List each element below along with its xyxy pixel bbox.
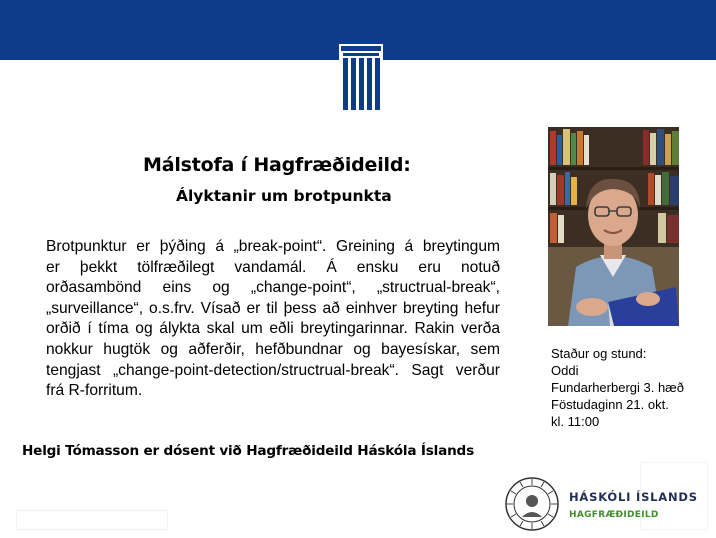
abstract-line: tengjast „change-point-detection/structrual-break“. Sagt verður xyxy=(46,361,500,379)
time-and-place xyxy=(551,345,684,430)
info-date: Föstudaginn 21. okt. xyxy=(551,397,669,412)
faculty-name: HAGFRÆÐIDEILD xyxy=(569,510,659,520)
abstract-text xyxy=(46,237,500,402)
abstract-line: Brotpunktur er þýðing á „break-point“. Greining á breytingum xyxy=(46,238,500,255)
info-place: Oddi xyxy=(551,363,579,378)
page-subtitle: Ályktanir um brotpunkta xyxy=(176,187,392,205)
university-columns-logo-icon xyxy=(339,44,383,112)
speaker-photo xyxy=(548,127,679,326)
info-room: Fundarherbergi 3. hæð xyxy=(551,380,684,395)
info-time: kl. 11:00 xyxy=(551,414,600,429)
abstract-line: frá R-forritum. xyxy=(46,382,143,400)
university-name: HÁSKÓLI ÍSLANDS xyxy=(569,490,698,504)
info-label: Staður og stund: xyxy=(551,346,647,361)
abstract-line: orðið í tíma og álykta skal um eðli breytingarinnar. Rakin verða xyxy=(46,320,500,338)
abstract-line: „surveillance“, o.s.frv. Vísað er til þess að einhver breyting hefur xyxy=(46,299,500,317)
speaker-line: Helgi Tómasson er dósent við Hagfræðideild Háskóla Íslands xyxy=(22,443,474,459)
university-seal-icon xyxy=(505,477,559,531)
abstract-line: orðasambönd eins og „change-point“, „structrual-break“, xyxy=(46,279,500,297)
abstract-line: nokkur hugtök og aðferðir, hefðbundnar og bayesískar, sem xyxy=(46,340,500,358)
abstract-line: er þekkt tölfræðilegt vandamál. Á ensku eru notuð xyxy=(46,258,500,276)
page-title: Málstofa í Hagfræðideild: xyxy=(143,154,411,176)
placeholder-box xyxy=(16,510,168,530)
